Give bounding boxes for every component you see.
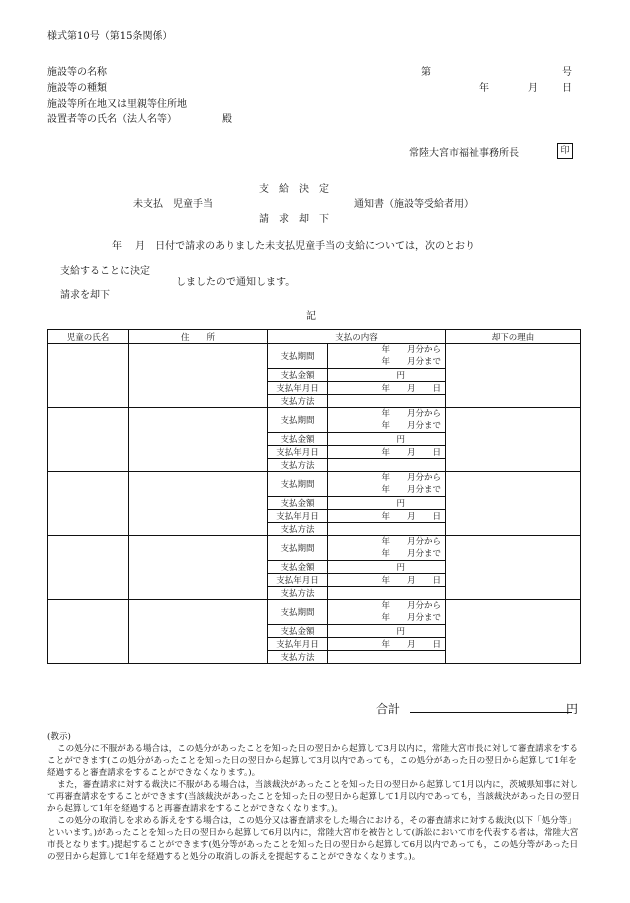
header-address: 住 所 bbox=[129, 330, 268, 344]
option-reject: 請求を却下 bbox=[60, 290, 110, 301]
header-payment-content: 支払の内容 bbox=[268, 330, 446, 344]
reason-cell bbox=[446, 536, 581, 600]
date-label: 支払年月日 bbox=[268, 510, 328, 523]
option-suffix: しましたので通知します。 bbox=[176, 277, 296, 288]
date-value: 年 月 日 bbox=[328, 510, 446, 523]
title-notice: 通知書（施設等受給者用） bbox=[354, 199, 474, 210]
intro-text: 年 月 日付で請求のありました未支払児童手当の支給については，次のとおり bbox=[112, 241, 475, 252]
method-value bbox=[328, 523, 446, 536]
method-label: 支払方法 bbox=[268, 523, 328, 536]
reason-cell bbox=[446, 408, 581, 472]
instructions-heading: (教示) bbox=[47, 732, 71, 742]
amount-value: 円 bbox=[328, 497, 446, 510]
period-value: 年 月分から 年 月分まで bbox=[328, 472, 446, 497]
period-label: 支払期間 bbox=[268, 600, 328, 625]
date-day: 日 bbox=[562, 83, 572, 94]
method-label: 支払方法 bbox=[268, 651, 328, 664]
issuer-name: 常陸大宮市福祉事務所長 bbox=[409, 148, 519, 159]
total-label: 合計 bbox=[376, 702, 401, 716]
date-label: 支払年月日 bbox=[268, 382, 328, 395]
founder-name-label: 設置者等の氏名（法人名等） bbox=[47, 114, 177, 125]
total-unit: 円 bbox=[566, 702, 579, 716]
amount-label: 支払金額 bbox=[268, 497, 328, 510]
address-cell bbox=[129, 472, 268, 536]
seal-stamp: 印 bbox=[557, 143, 573, 159]
instructions-paragraph: また，審査請求に対する裁決に不服がある場合は，当該裁決があったことを知った日の翌日から起算して1月以内に，茨城県知事に対して再審査請求をすることができます(当該裁決があったことを知った日の翌日から起算して1月以内であっても，当該裁決があった日の翌日から起算して1年を経過すると再審査請求をすることができなくなります。)。 bbox=[47, 780, 580, 814]
date-value: 年 月 日 bbox=[328, 638, 446, 651]
date-label: 支払年月日 bbox=[268, 574, 328, 587]
instructions-paragraph: この処分の取消しを求める訴えをする場合は，この処分又は審査請求をした場合における，その審査請求に対する裁決(以下「処分等」といいます。)があったことを知った日の翌日から起算して6月以内に，常陸大宮市を被告として(訴訟において市を代表する者は，常陸大宮市長となります。)提起することができます(処分等があったことを知った日の翌日から起算して6月以内であっても，この処分等があった日の翌日から起算して1年を経過すると処分の取消しの訴えを提起することができなくなります。)。 bbox=[47, 816, 579, 862]
child-name-cell bbox=[48, 472, 129, 536]
total-underline bbox=[410, 712, 572, 713]
address-cell bbox=[129, 408, 268, 472]
amount-value: 円 bbox=[328, 625, 446, 638]
address-cell bbox=[129, 600, 268, 664]
amount-label: 支払金額 bbox=[268, 625, 328, 638]
amount-label: 支払金額 bbox=[268, 561, 328, 574]
date-label: 支払年月日 bbox=[268, 446, 328, 459]
date-value: 年 月 日 bbox=[328, 382, 446, 395]
title-pay-decision: 支 給 決 定 bbox=[259, 184, 329, 195]
child-name-cell bbox=[48, 600, 129, 664]
title-request-rejection: 請 求 却 下 bbox=[259, 214, 329, 225]
option-pay: 支給することに決定 bbox=[60, 266, 150, 277]
period-label: 支払期間 bbox=[268, 472, 328, 497]
amount-value: 円 bbox=[328, 369, 446, 382]
method-value bbox=[328, 459, 446, 472]
amount-label: 支払金額 bbox=[268, 369, 328, 382]
title-unpaid-allowance: 未支払 児童手当 bbox=[133, 199, 213, 210]
instructions-paragraph: この処分に不服がある場合は，この処分があったことを知った日の翌日から起算して3月以内に，常陸大宮市長に対して審査請求をすることができます(この処分があったことを知った日の翌日から起算して3月以内であっても，この処分があった日の翌日から起算して1年を経過すると審査請求をすることができなくなります。)。 bbox=[47, 744, 579, 778]
period-value: 年 月分から 年 月分まで bbox=[328, 408, 446, 433]
method-label: 支払方法 bbox=[268, 459, 328, 472]
date-month: 月 bbox=[528, 83, 538, 94]
period-label: 支払期間 bbox=[268, 536, 328, 561]
form-id: 様式第10号（第15条関係） bbox=[47, 31, 173, 42]
ki-label: 記 bbox=[306, 311, 316, 322]
payment-table bbox=[47, 329, 581, 664]
child-name-cell bbox=[48, 408, 129, 472]
instructions-block bbox=[47, 731, 582, 863]
reason-cell bbox=[446, 600, 581, 664]
header-rejection-reason: 却下の理由 bbox=[446, 330, 581, 344]
date-year: 年 bbox=[479, 83, 489, 94]
reason-cell bbox=[446, 472, 581, 536]
address-cell bbox=[129, 536, 268, 600]
period-value: 年 月分から 年 月分まで bbox=[328, 344, 446, 369]
method-label: 支払方法 bbox=[268, 395, 328, 408]
doc-number-dai: 第 bbox=[421, 67, 431, 78]
period-label: 支払期間 bbox=[268, 408, 328, 433]
address-cell bbox=[129, 344, 268, 408]
child-name-cell bbox=[48, 536, 129, 600]
period-value: 年 月分から 年 月分まで bbox=[328, 536, 446, 561]
reason-cell bbox=[446, 344, 581, 408]
amount-label: 支払金額 bbox=[268, 433, 328, 446]
facility-address-label: 施設等所在地又は里親等住所地 bbox=[47, 99, 187, 110]
child-name-cell bbox=[48, 344, 129, 408]
period-label: 支払期間 bbox=[268, 344, 328, 369]
date-value: 年 月 日 bbox=[328, 574, 446, 587]
date-label: 支払年月日 bbox=[268, 638, 328, 651]
doc-number-go: 号 bbox=[562, 67, 572, 78]
amount-value: 円 bbox=[328, 433, 446, 446]
facility-type-label: 施設等の種類 bbox=[47, 83, 107, 94]
honorific: 殿 bbox=[222, 114, 232, 125]
facility-name-label: 施設等の名称 bbox=[47, 67, 107, 78]
amount-value: 円 bbox=[328, 561, 446, 574]
date-value: 年 月 日 bbox=[328, 446, 446, 459]
method-value bbox=[328, 395, 446, 408]
method-value bbox=[328, 651, 446, 664]
method-label: 支払方法 bbox=[268, 587, 328, 600]
period-value: 年 月分から 年 月分まで bbox=[328, 600, 446, 625]
method-value bbox=[328, 587, 446, 600]
header-child-name: 児童の氏名 bbox=[48, 330, 129, 344]
